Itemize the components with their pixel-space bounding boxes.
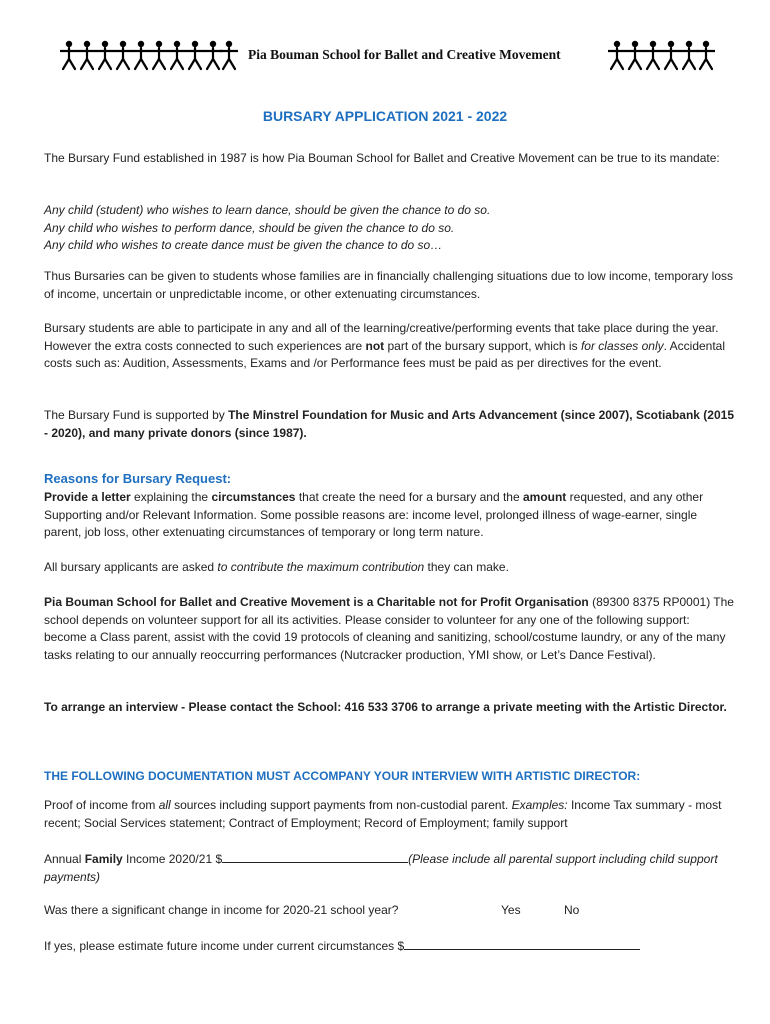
page-title: BURSARY APPLICATION 2021 - 2022 bbox=[262, 108, 508, 124]
annual-income-field: Annual Family Income 2020/21 $ (Please include all parental support including child support payments) bbox=[44, 852, 718, 884]
charitable-paragraph: Pia Bouman School for Ballet and Creative Movement is a Charitable not for Profit Organisation (89300 8375 RP0001) The school depends on volunteer support for all its activities. Please consider to volunteer for any one of the following support: become a Class parent, assist with the covid 19 protocols of cleaning and sanitizing, school/costume laundry, or any of the many tasks relating to our annually reoccurring performances (Nutcracker production, YMI show, or Let’s Dance Festival). bbox=[44, 595, 734, 662]
support-paragraph: The Bursary Fund is supported by The Minstrel Foundation for Music and Arts Advancement (since 2007), Scotiabank (2015 - 2020), and many private donors (since 1987). bbox=[44, 408, 734, 440]
thus-paragraph: Thus Bursaries can be given to students whose families are in financially challenging situations due to low income, temporary loss of income, uncertain or unpredictable income, or other extenuating circumstances. bbox=[44, 269, 734, 301]
documentation-heading: THE FOLLOWING DOCUMENTATION MUST ACCOMPANY YOUR INTERVIEW WITH ARTISTIC DIRECTOR: bbox=[44, 769, 641, 783]
contribute-paragraph: All bursary applicants are asked to contribute the maximum contribution they can make. bbox=[44, 560, 509, 574]
interview-paragraph: To arrange an interview - Please contact the School: 416 533 3706 to arrange a private meeting with the Artistic Director. bbox=[44, 700, 727, 714]
reasons-heading: Reasons for Bursary Request: bbox=[44, 471, 232, 486]
intro-paragraph: The Bursary Fund established in 1987 is how Pia Bouman School for Ballet and Creative Movement can be true to its mandate: bbox=[44, 151, 720, 165]
annual-income-input[interactable] bbox=[222, 850, 408, 863]
school-name: Pia Bouman School for Ballet and Creative Movement bbox=[248, 47, 561, 62]
no-option[interactable]: No bbox=[564, 903, 580, 917]
participate-paragraph: Bursary students are able to participate in any and all of the learning/creative/performing events that take place during the year. However the extra costs connected to such experiences are not part of the bursary support, which is for classes only. Accidental costs such as: Audition, Assessments, Exams and /or Performance fees must be paid as per directives for the event. bbox=[44, 321, 726, 370]
yes-option[interactable]: Yes bbox=[501, 903, 521, 917]
income-change-question: Was there a significant change in income for 2020-21 school year? bbox=[44, 903, 399, 917]
future-income-field: If yes, please estimate future income under current circumstances $ bbox=[44, 937, 734, 956]
documentation-paragraph: Proof of income from all sources including support payments from non-custodial parent. Examples: Income Tax summary - most recent; Social Services statement; Contract of Employment; Record of Employment; family support bbox=[44, 798, 722, 830]
dancers-chain-icon bbox=[608, 38, 715, 74]
dancers-chain-icon bbox=[60, 38, 238, 74]
mandate-line: Any child (student) who wishes to learn dance, should be given the chance to do so. bbox=[44, 203, 491, 217]
reasons-paragraph: Provide a letter explaining the circumstances that create the need for a bursary and the amount requested, and any other Supporting and/or Relevant Information. Some possible reasons are: income level, prolonged illness of wage-earner, single parent, job loss, other extenuating circumstances of temporary or long term nature. bbox=[44, 490, 704, 539]
page-header bbox=[60, 38, 715, 74]
mandate-line: Any child who wishes to create dance must be given the chance to do so… bbox=[44, 238, 443, 252]
future-income-input[interactable] bbox=[404, 937, 640, 950]
mandate-line: Any child who wishes to perform dance, should be given the chance to do so. bbox=[44, 220, 455, 235]
mandate-list bbox=[44, 202, 734, 255]
